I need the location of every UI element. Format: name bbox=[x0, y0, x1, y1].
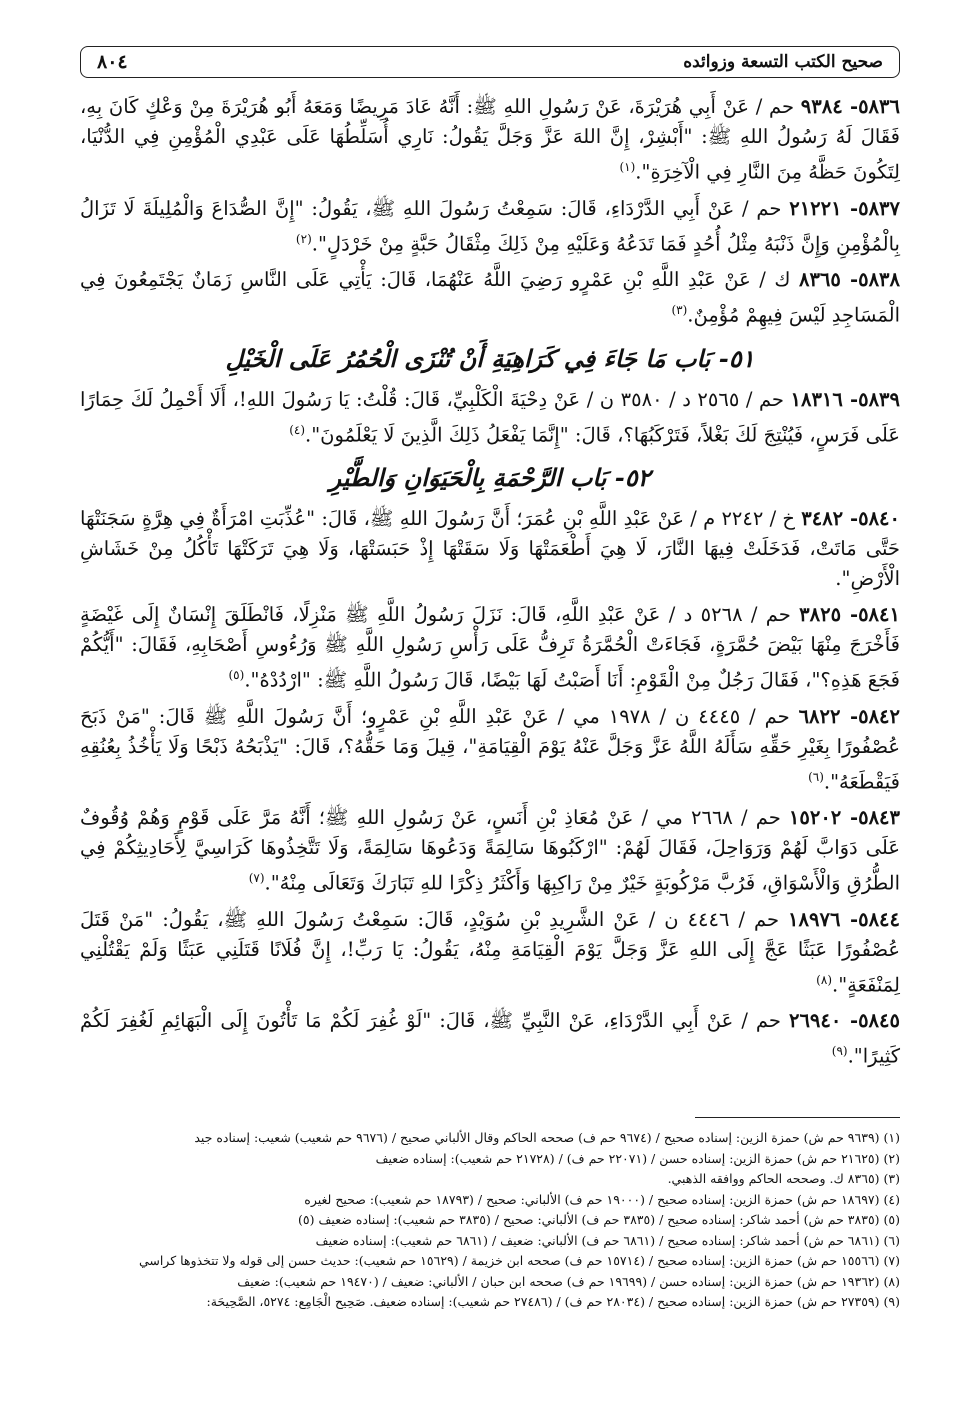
chapter-heading: ٥١- بَاب مَا جَاءَ فِي كَرَاهِيَةِ أَنْ تُنْزَى الْحُمُرُ عَلَى الْخَيْلِ bbox=[225, 343, 755, 373]
hadith-text: حم / عَنْ أَبِي هُرَيْرَةَ، عَنْ رَسُولِ اللهِ ﷺ: أَنَّهُ عَادَ مَرِيضًا وَمَعَهُ أَبُو هُرَيْرَةَ مِنْ وَعْكٍ كَانَ بِهِ، فَقَالَ لَهُ رَسُولُ اللهِ ﷺ: "أَبْشِرْ، إِنَّ اللهَ عَزَّ وَجَلَّ يَقُولُ: نَارِي أُسَلِّطُهَا عَلَى عَبْدِي الْمُؤْمِنِ فِي الدُّنْيَا، لِتَكُونَ حَظَّهُ مِنَ النَّارِ فِي الْآخِرَةِ". bbox=[80, 95, 900, 184]
chapter-heading: ٥٢- بَاب الرَّحْمَةِ بِالْحَيَوَانِ وَالطَّيْرِ bbox=[329, 463, 651, 492]
footnote-ref[interactable]: (٩) bbox=[831, 1044, 848, 1058]
hadith-text: حم / ٤٤٤٦ ن / عَنْ الشَّرِيدِ بْنِ سُوَيْدٍ، قَالَ: سَمِعْتُ رَسُولَ اللهِ ﷺ، يَقُولُ: "مَنْ قَتَلَ عُصْفُورًا عَبَثًا عَجَّ إِلَى اللهِ عَزَّ وَجَلَّ يَوْمَ الْقِيَامَةِ مِنْهُ، يَقُولُ: يَا رَبِّ!، إِنَّ فُلَانًا قَتَلَنِي عَبَثًا وَلَمْ يَقْتُلْنِي لِمَنْفَعَةٍ". bbox=[80, 907, 900, 996]
footnote: (٩) (٢٧٣٥٩ حم ش) حمزة الزين: إسناده صحيح / (٢٨٠٣٤ حم ف) / (٢٧٤٨٦ حم شعيب): إسناده ضعيف. صَحِيح الْجَامِع: ٥٢٧٤، الصَّحِيحَة: bbox=[206, 1294, 900, 1309]
hadith-entry bbox=[80, 504, 900, 594]
hadith-text: حم / ٤٤٤٥ ن / ١٩٧٨ مي / عَنْ عَبْدِ اللَّهِ بْنِ عَمْرٍو؛ أَنَّ رَسُولَ اللَّهِ ﷺ قَالَ: "مَنْ ذَبَحَ عُصْفُورًا بِغَيْرِ حَقِّهِ سَأَلَهُ اللَّهُ عَزَّ وَجَلَّ عَنْهُ يَوْمَ الْقِيَامَةِ"، قِيلَ وَمَا حَقُّهُ؟، قَالَ: "يَذْبَحُهُ ذَبْحًا وَلَا يَأْخُذُ بِعُنُقِهِ فَيَقْطَعَهُ". bbox=[80, 704, 900, 793]
hadith-number: ٥٨٣٦- ٩٣٨٤ bbox=[800, 95, 900, 118]
hadith-number: ٥٨٤١- ٣٨٢٥ bbox=[799, 603, 900, 626]
footnote: (٤) (١٨٦٩٧ حم ش) حمزة الزين: إسناده صحيح / (١٩٠٠٠ حم ف) الألباني: صحيح / (١٨٧٩٣ حم شعيب): صحيح لغيره bbox=[304, 1191, 900, 1207]
hadith-entry bbox=[80, 905, 900, 1001]
footnote-ref[interactable]: (٣) bbox=[671, 303, 688, 317]
hadith-entry bbox=[80, 1006, 900, 1072]
footnote: (٦) (٦٨٦١ حم ش) أحمد شاكر: إسناده صحيح / (٦٨٦١ حم ف) الألباني: ضعيف / (٦٨٦١ حم شعيب): إسناده ضعيف bbox=[315, 1232, 900, 1248]
footnote-ref[interactable]: (٧) bbox=[248, 871, 265, 885]
footnote: (٥) (٣٨٣٥ حم ش) أحمد شاكر: إسناده صحيح / (٣٨٣٥ حم ف) الألباني: صحيح / (٣٨٣٥ حم شعيب): إسناده ضعيف (٥) bbox=[298, 1212, 900, 1227]
book-title: صحيح الكتب التسعة وزوائده bbox=[683, 52, 883, 72]
hadith-number: ٥٨٣٧- ٢١٢٢١ bbox=[789, 196, 900, 220]
hadith-number: ٥٨٣٩- ١٨٣١٦ bbox=[790, 387, 900, 411]
footnote-ref[interactable]: (٢) bbox=[295, 231, 312, 246]
hadith-entry bbox=[80, 265, 900, 331]
hadith-entry bbox=[80, 702, 900, 798]
footnote-separator bbox=[695, 1117, 900, 1118]
hadith-number: ٥٨٤٢- ٦٨٢٢ bbox=[798, 704, 900, 728]
footnote-ref[interactable]: (١) bbox=[619, 160, 636, 174]
footnote: (٢) (٢١٦٢٥ حم ش) حمزة الزين: إسناده حسن / (٢٢٠٧١ حم ف) / (٢١٧٢٨ حم شعيب): إسناده ضعيف bbox=[375, 1150, 900, 1166]
hadith-entry bbox=[80, 385, 900, 451]
hadith-number: ٥٨٣٨- ٨٣٦٥ bbox=[798, 268, 900, 291]
hadith-text: حم / ٢٥٦٥ د / ٣٥٨٠ ن / عَنْ دِحْيَةَ الْكَلْبِيِّ، قَالَ: قُلْتُ: يَا رَسُولَ اللهِ!، أَلَا أَحْمِلُ لَكَ حِمَارًا عَلَى فَرَسٍ، فَيُنْتِجَ لَكَ بَغْلاً، فَتَرْكَبُهَا؟، قَالَ: "إِنَّمَا يَفْعَلُ ذَلِكَ الَّذِينَ لَا يَعْلَمُونَ". bbox=[80, 387, 900, 446]
footnote-ref[interactable]: (٨) bbox=[816, 972, 832, 987]
hadith-number: ٥٨٤٤- ١٨٩٧٦ bbox=[788, 907, 900, 931]
page-header bbox=[80, 46, 900, 78]
footnote: (٣) (٨٣٦٥ ك. وصححه الحاكم ووافقه الذهبي. bbox=[667, 1171, 900, 1186]
hadith-number: ٥٨٤٣- ١٥٢٠٢ bbox=[788, 806, 900, 829]
footnote: (١) (٩٦٣٩ حم ش) حمزة الزين: إسناده صحيح / (٩٦٧٤ حم ف) صححه الحاكم وقال الألباني صحيح / (٩٦٧٦ حم شعيب) شعيب: إسناده جيد bbox=[194, 1130, 900, 1145]
hadith-text: حم / ٢٦٦٨ مي / عَنْ مُعَاذِ بْنِ أَنَسٍ، عَنْ رَسُولِ اللهِ ﷺ؛ أَنَّهُ مَرَّ عَلَى قَوْمٍ وَهُمْ وُقُوفٌ عَلَى دَوَابَّ لَهُمْ وَرَوَاحِلَ، فَقَالَ لَهُمْ: "ارْكَبُوهَا سَالِمَةً وَدَعُوهَا سَالِمَةً، وَلَا تَتَّخِذُوهَا كَرَاسِيَّ لِأَحَادِيثِكُمْ فِي الطُّرُقِ وَالْأَسْوَاقِ، فَرُبَّ مَرْكُوبَةٍ خَيْرٌ مِنْ رَاكِبِهَا وَأَكْثَرُ ذِكْرًا للهِ تَبَارَكَ وَتَعَالَى مِنْهُ". bbox=[80, 806, 900, 895]
hadith-entry bbox=[80, 194, 900, 260]
hadith-text: حم / عَنْ أَبِي الدَّرْدَاءِ، عَنْ النَّبِيِّ ﷺ، قَالَ: "لَوْ غُفِرَ لَكُمْ مَا تَأْتُونَ إِلَى الْبَهَائِمِ لَغُفِرَ لَكُمْ كَثِيرًا". bbox=[80, 1009, 900, 1068]
footnotes-section bbox=[80, 1128, 900, 1313]
hadith-entry bbox=[80, 803, 900, 899]
hadith-entry bbox=[80, 600, 900, 696]
footnote-ref[interactable]: (٦) bbox=[808, 769, 824, 784]
footnote: (٨) (١٩٣٦٢ حم ش) حمزة الزين: إسناده حسن / (١٩٦٩٩ حم ف) صححه ابن حبان / الألباني: ضعيف / (١٩٤٧٠ حم شعيب): ضعيف bbox=[237, 1273, 900, 1289]
hadith-number: ٥٨٤٥- ٢٦٩٤٠ bbox=[788, 1009, 900, 1032]
footnote: (٧) (١٥٥٦٦ حم ش) حمزة الزين: إسناده صحيح / (١٥٧١٤ حم ف) صححه ابن خزيمة / (١٥٦٢٩ حم شعيب): حديث حسن إلى قوله ولا تتخذوها كراسي bbox=[138, 1253, 900, 1268]
footnote-ref[interactable]: (٥) bbox=[228, 668, 245, 682]
hadith-entry bbox=[80, 92, 900, 188]
hadith-text: حم / عَنْ أَبِي الدَّرْدَاءِ، قَالَ: سَمِعْتُ رَسُولَ اللهِ ﷺ، يَقُولُ: "إِنَّ الصُّدَاعَ وَالْمُلِيلَةَ لَا تَزَالُ بِالْمُؤْمِنِ وَإِنَّ ذَنْبَهُ مِثْلُ أُحُدٍ فَمَا تَدَعُهُ وَعَلَيْهِ مِنْ ذَلِكَ مِثْقَالُ حَبَّةٍ مِنْ خَرْدَلٍ". bbox=[80, 196, 900, 255]
hadith-number: ٥٨٤٠- ٣٤٨٢ bbox=[801, 507, 900, 530]
page-number: ٨٠٤ bbox=[97, 51, 128, 73]
footnote-ref[interactable]: (٤) bbox=[289, 422, 306, 437]
hadith-text: خ / ٢٢٤٢ م / عَنْ عَبْدِ اللَّهِ بْنِ عُمَرَ؛ أَنَّ رَسُولَ اللهِ ﷺ، قَالَ: "عُذِّبَتِ امْرَأَةٌ فِي هِرَّةٍ سَجَنَتْهَا حَتَّى مَاتَتْ، فَدَخَلَتْ فِيهَا النَّارَ، لَا هِيَ أَطْعَمَتْهَا وَلَا سَقَتْهَا إِذْ حَبَسَتْهَا، وَلَا هِيَ تَرَكَتْهَا تَأْكُلُ مِنْ خَشَاشِ الْأَرْضِ". bbox=[80, 507, 900, 590]
hadith-text: حم / ٥٢٦٨ د / عَنْ عَبْدِ اللَّهِ، قَالَ: نَزَلَ رَسُولُ اللَّهِ ﷺ مَنْزِلًا، فَانْطَلَقَ إِنْسَانٌ إِلَى غَيْضَةٍ فَأَخْرَجَ مِنْهَا بَيْضَ حُمَّرَةٍ، فَجَاءَتْ الْحُمَّرَةُ تَرِفُّ عَلَى رَأْسِ رَسُولِ اللَّهِ ﷺ وَرُءُوسِ أَصْحَابِهِ، فَقَالَ: "أَيُّكُمْ فَجَعَ هَذِهِ؟"، فَقَالَ رَجُلٌ مِنْ الْقَوْمِ: أَنَا أَصَبْتُ لَهَا بَيْضًا، قَالَ رَسُولُ اللَّهِ ﷺ: "ارْدُدْهُ". bbox=[80, 603, 900, 692]
hadith-text: ك / عَنْ عَبْدِ اللَّهِ بْنِ عَمْرٍو رَضِيَ اللَّهُ عَنْهُمَا، قَالَ: يَأْتِي عَلَى النَّاسِ زَمَانٌ يَجْتَمِعُونَ فِي الْمَسَاجِدِ لَيْسَ فِيهِمْ مُؤْمِنٌ. bbox=[80, 268, 900, 327]
main-content bbox=[80, 92, 900, 1078]
